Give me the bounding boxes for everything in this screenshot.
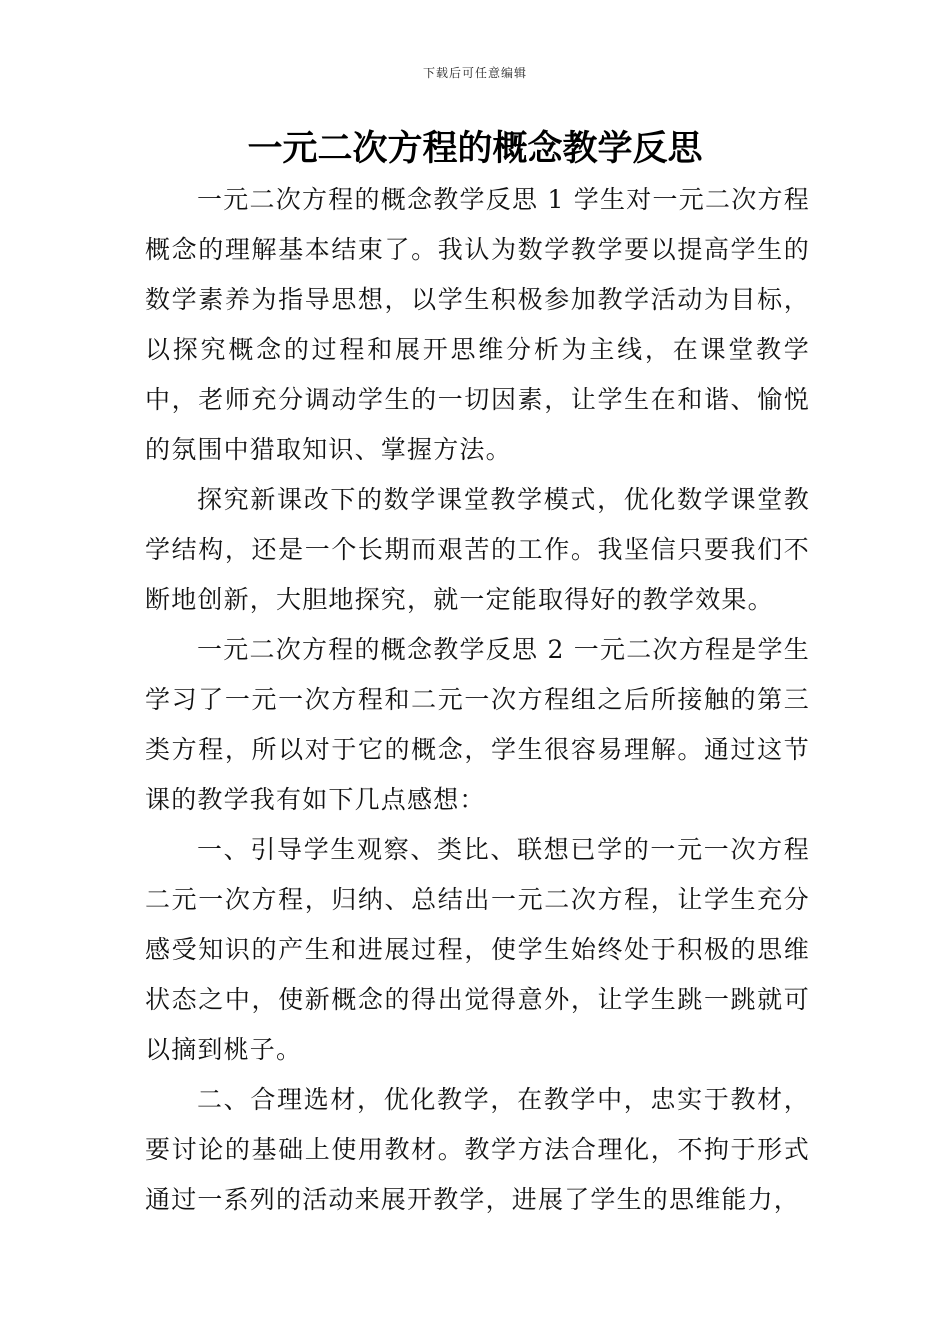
page-title: 一元二次方程的概念教学反思 — [247, 129, 703, 169]
paragraph-2: 探究新课改下的数学课堂教学模式，优化数学课堂教学结构，还是一个长期而艰苦的工作。我坚信只要我们不断地创新，大胆地探究，就一定能取得好的教学效果。 — [145, 485, 810, 614]
document-body — [145, 175, 810, 1225]
paragraph-4: 一、引导学生观察、类比、联想已学的一元一次方程二元一次方程，归纳、总结出一元二次方程，让学生充分感受知识的产生和进展过程，使学生始终处于积极的思维状态之中，使新概念的得出觉得意外，让学生跳一跳就可以摘到桃子。 — [145, 835, 810, 1064]
paragraph-1: 一元二次方程的概念教学反思 1 学生对一元二次方程概念的理解基本结束了。我认为数学教学要以提高学生的数学素养为指导思想，以学生积极参加教学活动为目标，以探究概念的过程和展开思维分析为主线，在课堂教学中，老师充分调动学生的一切因素，让学生在和谐、愉悦的氛围中猎取知识、掌握方法。 — [145, 185, 810, 464]
header-note: 下载后可任意编辑 — [422, 66, 527, 80]
paragraph-3: 一元二次方程的概念教学反思 2 一元二次方程是学生学习了一元一次方程和二元一次方程组之后所接触的第三类方程，所以对于它的概念，学生很容易理解。通过这节课的教学我有如下几点感想： — [145, 635, 810, 814]
paragraph-5: 二、合理选材，优化教学，在教学中，忠实于教材，要讨论的基础上使用教材。教学方法合理化，不拘于形式通过一系列的活动来展开教学，进展了学生的思维能力， — [145, 1085, 810, 1214]
